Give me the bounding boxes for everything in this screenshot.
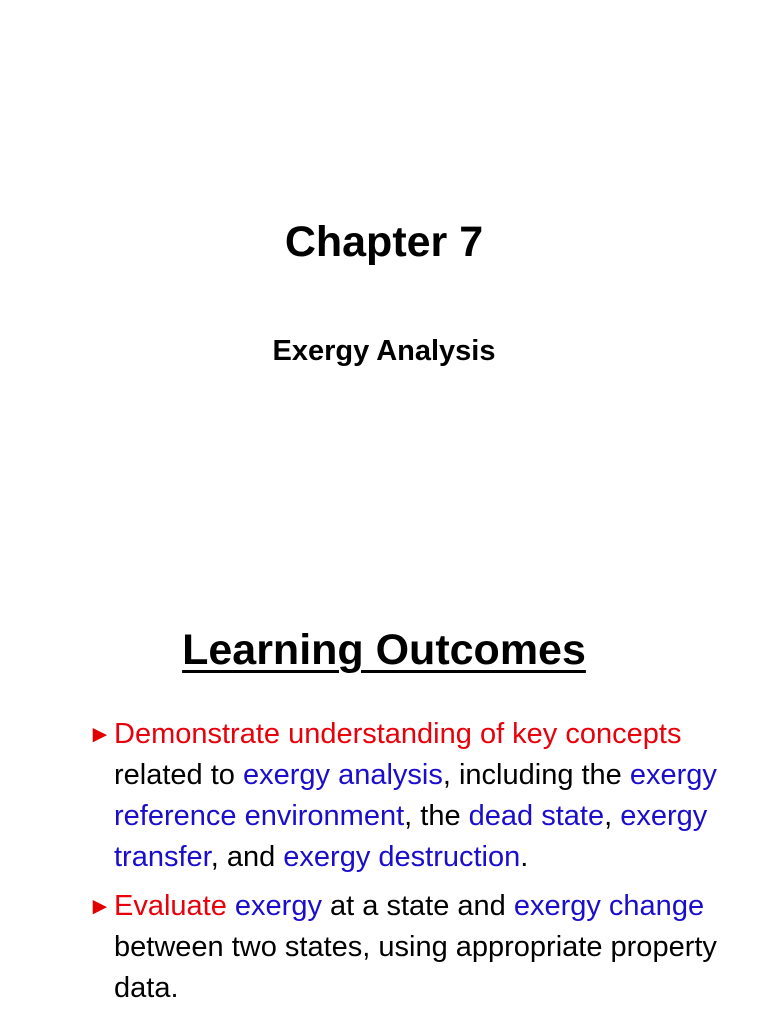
outcome-item bbox=[88, 714, 728, 878]
chapter-title: Chapter 7 bbox=[284, 218, 484, 266]
bullet-arrow-icon: ► bbox=[88, 721, 112, 748]
chapter-subtitle: Exergy Analysis bbox=[272, 335, 496, 367]
learning-outcomes-heading-text: Learning Outcomes bbox=[182, 626, 586, 674]
outcome-text-segment bbox=[227, 890, 235, 922]
outcome-text-segment: exergy reference environment bbox=[114, 759, 717, 832]
outcome-item bbox=[88, 886, 728, 1009]
outcome-text-segment: exergy destruction bbox=[283, 841, 521, 873]
outcome-text-segment: , the bbox=[404, 800, 469, 832]
outcome-text-segment: Evaluate bbox=[114, 890, 227, 922]
outcome-text-segment: , and bbox=[210, 841, 284, 873]
outcome-text-segment: related to bbox=[114, 759, 243, 791]
bullet-arrow-icon: ► bbox=[88, 893, 112, 920]
outcome-text-segment: , bbox=[604, 800, 621, 832]
outcome-text-segment: between two states, using appropriate property data. bbox=[114, 931, 717, 1004]
outcome-text-segment: exergy transfer bbox=[114, 800, 708, 873]
learning-outcomes-list bbox=[88, 714, 728, 1017]
outcome-text-segment: , including the bbox=[442, 759, 630, 791]
outcome-text-segment: Demonstrate understanding of key concepts bbox=[114, 718, 682, 750]
outcome-text-segment: dead state bbox=[468, 800, 605, 832]
learning-outcomes-heading bbox=[0, 624, 768, 676]
outcome-text-segment: at a state and bbox=[321, 890, 514, 922]
outcome-text-segment: . bbox=[520, 841, 529, 873]
outcome-text-segment: exergy analysis bbox=[242, 759, 443, 791]
outcome-text-segment: exergy bbox=[234, 890, 322, 922]
outcome-text-segment: exergy change bbox=[513, 890, 705, 922]
